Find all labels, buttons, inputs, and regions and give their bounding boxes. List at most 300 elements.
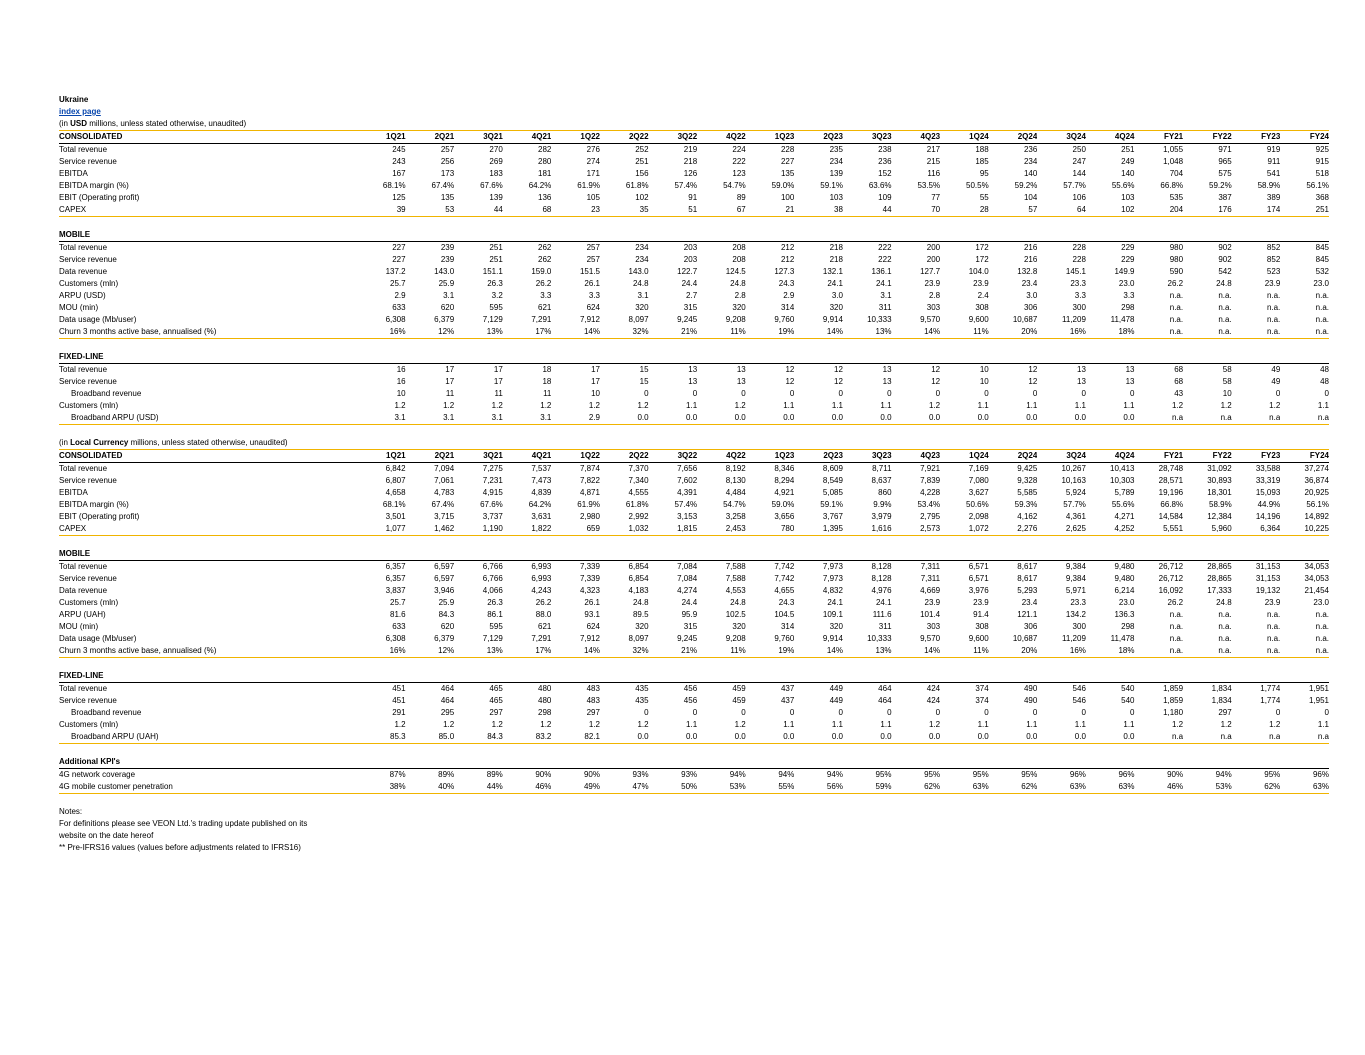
- table-cell: 320: [732, 303, 746, 312]
- table-cell: 2.9: [551, 412, 600, 425]
- column-header: [357, 756, 406, 769]
- table-cell: 4,361: [1065, 512, 1086, 521]
- column-header: 1Q24: [940, 450, 989, 463]
- table-row: [59, 621, 1329, 633]
- table-cell: 7,129: [482, 315, 503, 324]
- column-header: [551, 548, 600, 561]
- table-cell: 68: [503, 204, 552, 217]
- table-cell: 249: [1121, 157, 1135, 166]
- kpi-table: [59, 449, 1329, 536]
- table-row: [59, 499, 1329, 511]
- table-cell: 23.9: [973, 598, 989, 607]
- table-cell: 5,971: [1065, 586, 1086, 595]
- table-cell: 1,859: [1163, 696, 1184, 705]
- table-cell: 7,339: [579, 574, 600, 583]
- column-header: [551, 229, 600, 242]
- table-cell: 3,631: [531, 512, 552, 521]
- table-cell: 0: [984, 389, 989, 398]
- table-cell: 23: [551, 204, 600, 217]
- table-cell: 0.0: [746, 412, 795, 425]
- note-line: Notes:: [59, 807, 83, 816]
- table-cell: 49%: [551, 781, 600, 794]
- table-cell: 320: [829, 303, 843, 312]
- table-cell: 7,912: [579, 315, 600, 324]
- table-cell: n.a: [1280, 731, 1329, 744]
- table-cell: 621: [538, 303, 552, 312]
- table-cell: 1.2: [588, 720, 600, 729]
- column-header: [940, 548, 989, 561]
- column-header: [1183, 670, 1232, 683]
- column-header: 4Q23: [892, 450, 941, 463]
- table-cell: 535: [1169, 193, 1184, 202]
- table-cell: 6,766: [482, 562, 503, 571]
- table-cell: 94%: [729, 770, 746, 779]
- table-cell: 68: [1174, 377, 1184, 386]
- table-cell: 55.6%: [1111, 500, 1135, 509]
- table-cell: 300: [1072, 303, 1086, 312]
- column-header: [697, 229, 746, 242]
- table-cell: 172: [975, 243, 989, 252]
- table-cell: 62%: [989, 781, 1038, 794]
- table-cell: 1.1: [1026, 720, 1038, 729]
- table-cell: 435: [635, 684, 649, 693]
- table-cell: 4,976: [871, 586, 892, 595]
- column-header: 3Q24: [1037, 450, 1086, 463]
- table-cell: 0: [644, 708, 649, 717]
- table-cell: n.a: [1183, 731, 1232, 744]
- table-row: [59, 487, 1329, 499]
- table-cell: 12: [834, 365, 843, 374]
- table-cell: 109.1: [822, 610, 843, 619]
- table-cell: 3,501: [385, 512, 406, 521]
- table-cell: 13: [1125, 377, 1135, 386]
- table-cell: 24.4: [681, 598, 698, 607]
- table-cell: 234: [829, 157, 843, 166]
- column-header: FY23: [1232, 450, 1281, 463]
- table-cell: 63.6%: [868, 181, 892, 190]
- table-cell: 229: [1121, 255, 1135, 264]
- table-cell: 4,871: [579, 488, 600, 497]
- table-cell: 1.1: [977, 720, 989, 729]
- table-cell: 1.2: [1171, 401, 1184, 410]
- table-cell: 0: [644, 389, 649, 398]
- unit-prefix: (in: [59, 119, 71, 128]
- column-header: [406, 756, 455, 769]
- table-cell: 295: [440, 708, 455, 717]
- column-header: [357, 548, 406, 561]
- row-label: Total revenue: [59, 243, 108, 252]
- table-cell: 132.1: [822, 267, 843, 276]
- table-cell: 0.0: [940, 412, 989, 425]
- column-header: [454, 670, 503, 683]
- column-header: [649, 670, 698, 683]
- column-header: [1232, 756, 1281, 769]
- table-cell: 1.1: [1317, 720, 1329, 729]
- table-cell: n.a.: [1169, 610, 1184, 619]
- table-cell: 228: [1072, 243, 1086, 252]
- section-heading: MOBILE: [59, 229, 357, 242]
- table-cell: 44%: [454, 781, 503, 794]
- section-heading: CONSOLIDATED: [59, 450, 357, 463]
- table-cell: 235: [829, 145, 843, 154]
- table-cell: 14%: [551, 645, 600, 658]
- table-cell: 6,854: [628, 562, 649, 571]
- table-cell: 234: [635, 255, 649, 264]
- column-header: [503, 670, 552, 683]
- table-cell: 10,687: [1012, 315, 1038, 324]
- table-cell: 63%: [1086, 781, 1135, 794]
- section-heading: MOBILE: [59, 548, 357, 561]
- table-cell: 1.2: [588, 401, 600, 410]
- table-cell: 57.7%: [1063, 181, 1086, 190]
- table-cell: 15: [639, 365, 649, 374]
- table-cell: 6,854: [628, 574, 649, 583]
- table-cell: 96%: [1118, 770, 1135, 779]
- table-cell: 23.0: [1313, 598, 1329, 607]
- column-header: [1280, 670, 1329, 683]
- table-cell: 0: [741, 708, 746, 717]
- table-cell: 203: [683, 243, 698, 252]
- table-cell: 465: [489, 696, 503, 705]
- table-cell: 26.3: [487, 598, 503, 607]
- table-cell: n.a.: [1218, 622, 1232, 631]
- table-cell: 218: [683, 157, 698, 166]
- table-cell: 8,128: [871, 562, 892, 571]
- table-cell: 46%: [1135, 781, 1184, 794]
- table-cell: 24.4: [681, 279, 698, 288]
- table-cell: 374: [975, 696, 989, 705]
- column-header: [1037, 756, 1086, 769]
- table-cell: 67: [697, 204, 746, 217]
- column-header: [940, 670, 989, 683]
- table-cell: 902: [1218, 255, 1232, 264]
- table-cell: 8,294: [774, 476, 795, 485]
- table-cell: 1.2: [637, 401, 649, 410]
- country-title: Ukraine: [59, 95, 89, 104]
- table-cell: 51: [649, 204, 698, 217]
- table-cell: 1.1: [1074, 401, 1086, 410]
- column-header: [503, 548, 552, 561]
- table-cell: 0: [741, 389, 746, 398]
- column-header: 1Q24: [940, 131, 989, 144]
- table-row: [59, 302, 1329, 314]
- table-cell: 24.1: [827, 279, 843, 288]
- table-cell: 135: [780, 169, 795, 178]
- table-cell: 311: [878, 622, 892, 631]
- table-cell: 18%: [1086, 645, 1135, 658]
- table-cell: 14,584: [1158, 512, 1184, 521]
- table-cell: 14%: [551, 326, 600, 339]
- column-header: [1280, 548, 1329, 561]
- table-cell: 1,190: [454, 523, 503, 536]
- table-cell: 87%: [389, 770, 406, 779]
- table-cell: 0.0: [794, 731, 843, 744]
- row-label: Service revenue: [59, 377, 117, 386]
- table-cell: 456: [683, 684, 698, 693]
- row-label: Customers (mln): [59, 401, 119, 410]
- table-cell: 424: [926, 684, 941, 693]
- column-header: [1037, 670, 1086, 683]
- table-cell: 251: [489, 255, 503, 264]
- table-cell: 61.8%: [625, 500, 649, 509]
- table-cell: 67.4%: [431, 500, 455, 509]
- table-cell: 68.1%: [382, 181, 406, 190]
- section-header-row: [59, 131, 1329, 144]
- column-header: 1Q22: [551, 450, 600, 463]
- column-header: 3Q22: [649, 450, 698, 463]
- table-cell: 7,339: [579, 562, 600, 571]
- row-label: 4G network coverage: [59, 770, 136, 779]
- table-cell: 1.2: [1220, 401, 1232, 410]
- table-cell: 224: [732, 145, 746, 154]
- table-cell: 314: [780, 303, 795, 312]
- table-cell: 0.0: [1037, 731, 1086, 744]
- table-cell: 66.8%: [1160, 500, 1184, 509]
- table-cell: 64: [1037, 204, 1086, 217]
- table-cell: 0: [1032, 708, 1038, 717]
- section-header-row: [59, 229, 1329, 242]
- table-cell: 0.0: [940, 731, 989, 744]
- table-cell: 16%: [1037, 645, 1086, 658]
- column-header: [697, 670, 746, 683]
- table-row: [59, 364, 1329, 377]
- table-cell: 127.7: [920, 267, 941, 276]
- column-header: FY22: [1183, 450, 1232, 463]
- column-header: 4Q21: [503, 450, 552, 463]
- table-cell: 8,637: [871, 476, 892, 485]
- table-cell: 12: [834, 377, 843, 386]
- column-header: 2Q24: [989, 450, 1038, 463]
- table-cell: 1,180: [1163, 708, 1184, 717]
- table-cell: 94%: [1215, 770, 1232, 779]
- column-header: [551, 670, 600, 683]
- table-cell: 53.5%: [917, 181, 941, 190]
- table-cell: 9,600: [968, 634, 989, 643]
- column-header: [940, 756, 989, 769]
- table-cell: 126: [683, 169, 698, 178]
- row-label: Data revenue: [59, 586, 108, 595]
- table-row: [59, 511, 1329, 523]
- table-cell: 1.1: [977, 401, 989, 410]
- table-cell: 82.1: [551, 731, 600, 744]
- column-header: [940, 229, 989, 242]
- table-cell: 143.0: [628, 267, 649, 276]
- table-cell: 17%: [503, 645, 552, 658]
- table-cell: 437: [780, 696, 795, 705]
- table-cell: 11,478: [1110, 634, 1135, 643]
- table-cell: 59%: [843, 781, 892, 794]
- table-cell: 1.2: [394, 401, 406, 410]
- table-cell: 53%: [697, 781, 746, 794]
- table-cell: 23.9: [924, 279, 941, 288]
- table-cell: 1,859: [1163, 684, 1184, 693]
- table-cell: 3,979: [871, 512, 892, 521]
- column-header: 3Q21: [454, 450, 503, 463]
- table-cell: 9,245: [677, 634, 698, 643]
- table-row: [59, 242, 1329, 255]
- table-cell: 6,357: [385, 574, 406, 583]
- table-cell: 132.8: [1017, 267, 1038, 276]
- column-header: FY24: [1280, 450, 1329, 463]
- table-cell: 236: [1023, 145, 1038, 154]
- table-cell: 2,992: [628, 512, 649, 521]
- section-heading: FIXED-LINE: [59, 351, 357, 364]
- table-cell: 61.9%: [577, 181, 600, 190]
- table-cell: 274: [586, 157, 600, 166]
- table-cell: 40%: [406, 781, 455, 794]
- table-cell: 7,291: [531, 634, 552, 643]
- table-cell: 9,245: [677, 315, 698, 324]
- table-cell: 1,072: [940, 523, 989, 536]
- row-label: Data usage (Mb/user): [59, 634, 137, 643]
- index-page-link[interactable]: index page: [59, 107, 101, 116]
- column-header: [989, 756, 1038, 769]
- table-cell: 151.5: [579, 267, 600, 276]
- table-cell: 303: [926, 303, 941, 312]
- table-cell: 23.4: [1021, 598, 1038, 607]
- table-cell: 59.0%: [771, 500, 795, 509]
- table-cell: 61.8%: [625, 181, 649, 190]
- table-cell: 152: [878, 169, 892, 178]
- column-header: [649, 548, 698, 561]
- table-cell: 595: [489, 622, 503, 631]
- table-cell: 3.3: [540, 291, 552, 300]
- table-cell: 139: [489, 193, 503, 202]
- table-cell: 5,293: [1017, 586, 1038, 595]
- table-cell: 23.0: [1313, 279, 1329, 288]
- table-row: [59, 769, 1329, 782]
- row-label: EBIT (Operating profit): [59, 512, 140, 521]
- table-row: [59, 475, 1329, 487]
- table-cell: 0.0: [1037, 412, 1086, 425]
- row-label: Broadband revenue: [71, 389, 142, 398]
- table-cell: 183: [489, 169, 503, 178]
- table-cell: 173: [440, 169, 455, 178]
- table-cell: 204: [1135, 204, 1184, 217]
- column-header: [1183, 229, 1232, 242]
- column-header: 1Q21: [357, 450, 406, 463]
- table-cell: n.a.: [1266, 303, 1281, 312]
- table-cell: 5,585: [1017, 488, 1038, 497]
- table-row: [59, 254, 1329, 266]
- table-cell: 57.4%: [674, 181, 698, 190]
- table-cell: 13: [1077, 377, 1086, 386]
- column-header: FY23: [1232, 131, 1281, 144]
- table-cell: 61.9%: [577, 500, 600, 509]
- table-cell: 24.8: [632, 279, 649, 288]
- table-cell: 0.0: [1086, 412, 1135, 425]
- table-cell: 980: [1169, 243, 1184, 252]
- row-label: Total revenue: [59, 145, 108, 154]
- table-cell: 5,085: [822, 488, 843, 497]
- table-cell: 59.2%: [1014, 181, 1038, 190]
- table-cell: 0: [1324, 389, 1329, 398]
- column-header: [1086, 756, 1135, 769]
- table-cell: 314: [780, 622, 795, 631]
- table-cell: 55: [979, 193, 989, 202]
- table-cell: 6,807: [385, 476, 406, 485]
- table-cell: 17: [445, 365, 455, 374]
- row-label: EBITDA: [59, 488, 88, 497]
- column-header: [357, 351, 406, 364]
- table-cell: n.a.: [1135, 326, 1184, 339]
- table-cell: 633: [392, 303, 406, 312]
- table-cell: 269: [489, 157, 503, 166]
- table-cell: 4,553: [725, 586, 746, 595]
- table-cell: 95.9: [681, 610, 698, 619]
- table-cell: 4,391: [677, 488, 698, 497]
- table-cell: 624: [586, 303, 600, 312]
- column-header: [794, 548, 843, 561]
- table-cell: 1.2: [734, 401, 746, 410]
- table-cell: 540: [1121, 696, 1135, 705]
- table-cell: 24.1: [827, 598, 843, 607]
- table-cell: 30,893: [1207, 476, 1232, 485]
- table-cell: 11: [494, 389, 503, 398]
- column-header: [649, 351, 698, 364]
- column-header: [1183, 756, 1232, 769]
- section-heading: FIXED-LINE: [59, 670, 357, 683]
- table-cell: 282: [538, 145, 552, 154]
- table-row: [59, 204, 1329, 217]
- row-label: Broadband ARPU (USD): [59, 412, 357, 425]
- table-cell: 1,834: [1211, 696, 1232, 705]
- table-cell: 490: [1023, 696, 1038, 705]
- table-cell: 0: [1275, 389, 1281, 398]
- kpi-tables: [59, 118, 1329, 794]
- table-cell: 464: [440, 684, 455, 693]
- table-cell: 238: [878, 145, 892, 154]
- table-cell: 451: [392, 684, 406, 693]
- table-cell: 3.1: [503, 412, 552, 425]
- column-header: [406, 229, 455, 242]
- kpi-table: [59, 670, 1329, 744]
- table-cell: 4,658: [385, 488, 406, 497]
- column-header: 4Q22: [697, 450, 746, 463]
- table-cell: 368: [1315, 193, 1329, 202]
- table-cell: 12: [1028, 365, 1038, 374]
- table-cell: 234: [1023, 157, 1038, 166]
- table-cell: 4,669: [920, 586, 941, 595]
- table-cell: 9,480: [1114, 574, 1135, 583]
- column-header: [503, 756, 552, 769]
- table-cell: n.a: [1232, 412, 1281, 425]
- table-cell: 621: [538, 622, 552, 631]
- table-cell: 523: [1266, 267, 1281, 276]
- table-cell: 13%: [843, 645, 892, 658]
- table-cell: 0.0: [600, 412, 649, 425]
- table-cell: 89: [736, 193, 746, 202]
- table-cell: 3.3: [1074, 291, 1086, 300]
- table-row: [59, 192, 1329, 204]
- table-cell: 222: [878, 243, 892, 252]
- table-cell: 0: [1081, 708, 1086, 717]
- table-cell: 24.8: [632, 598, 649, 607]
- table-row: [59, 707, 1329, 719]
- column-header: [406, 351, 455, 364]
- table-cell: 7,340: [628, 476, 649, 485]
- table-cell: 6,597: [434, 574, 455, 583]
- table-cell: 212: [780, 255, 795, 264]
- table-cell: 0: [838, 708, 843, 717]
- table-cell: 9.9%: [873, 500, 892, 509]
- table-cell: 23.9: [973, 279, 989, 288]
- table-cell: 2.9: [783, 291, 795, 300]
- table-cell: 252: [635, 145, 649, 154]
- table-cell: 95: [979, 169, 989, 178]
- table-cell: 145.1: [1065, 267, 1086, 276]
- table-cell: 980: [1169, 255, 1184, 264]
